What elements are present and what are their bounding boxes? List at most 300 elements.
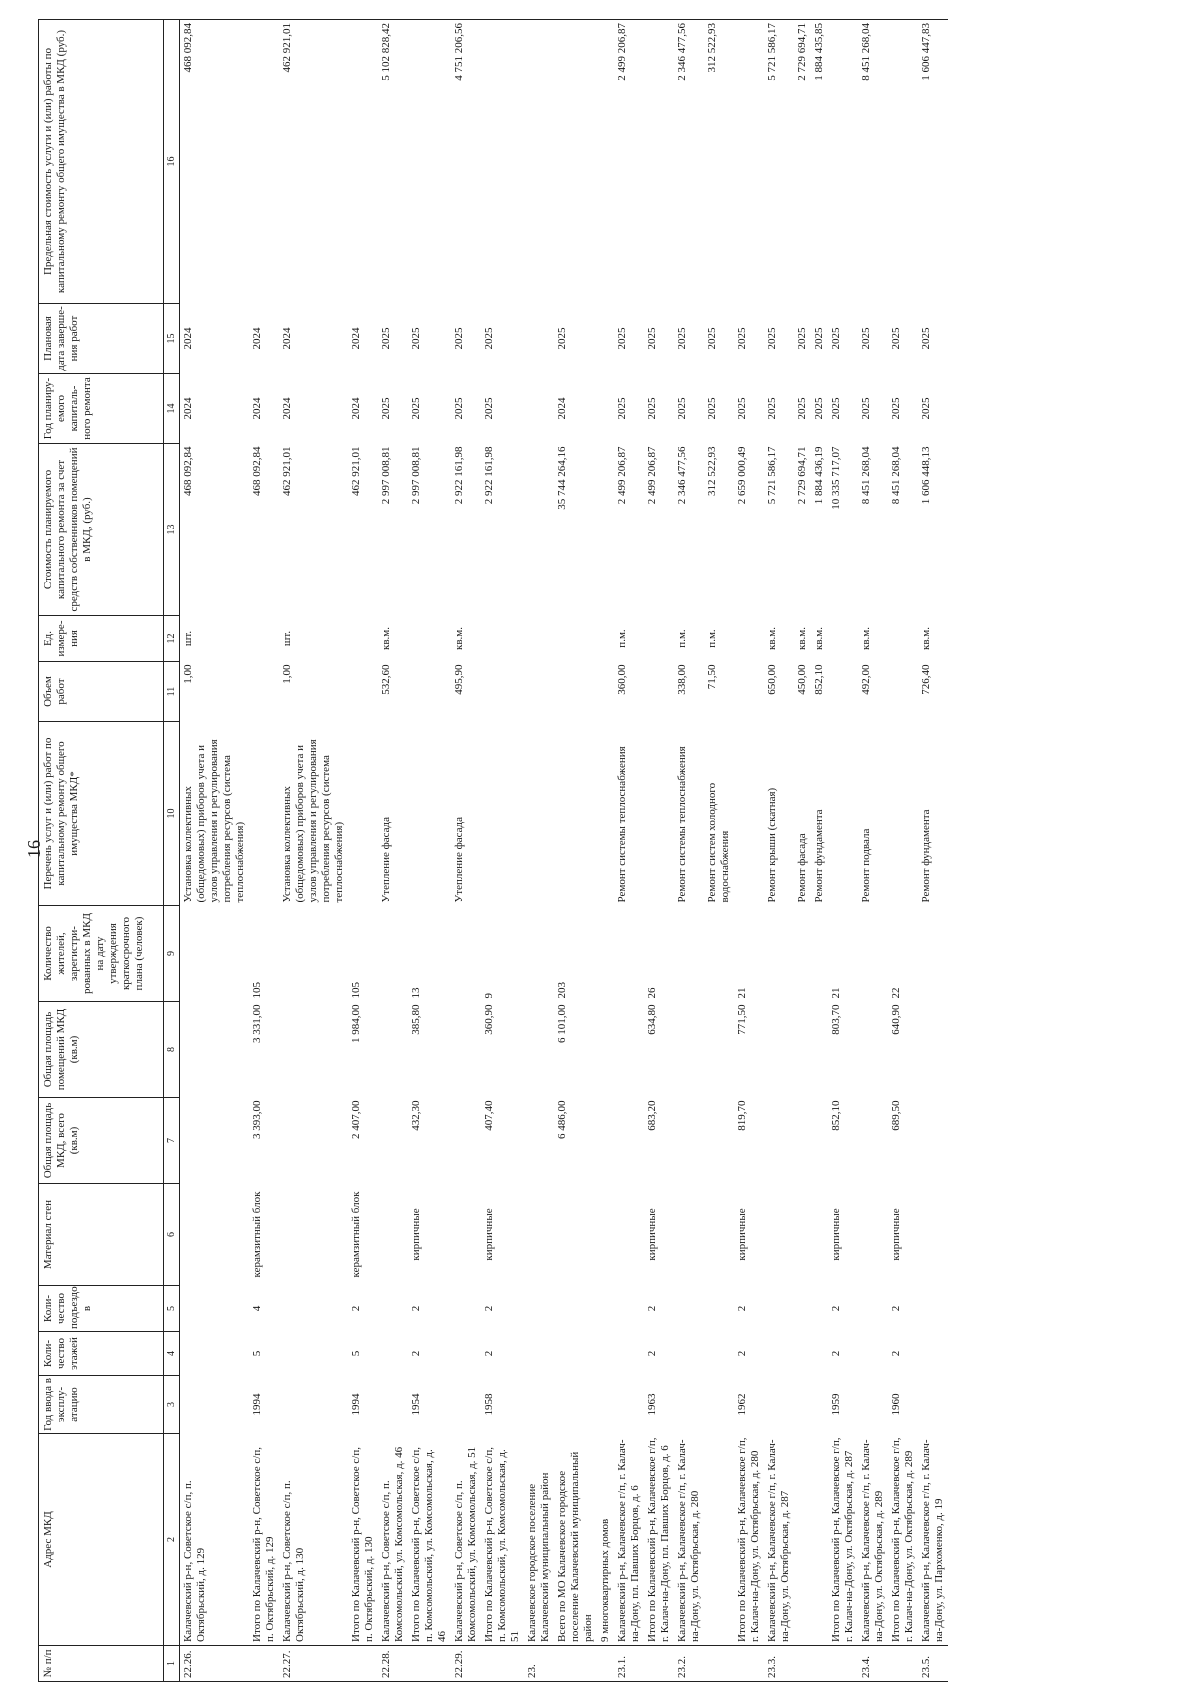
completion-date: 2025 <box>920 327 932 350</box>
table-row <box>888 20 918 1682</box>
total-area <box>614 1098 644 1184</box>
residents-count <box>858 906 888 1002</box>
column-header: № п/п <box>39 1646 164 1682</box>
total-area <box>811 1098 828 1184</box>
table-row <box>614 20 644 1682</box>
work-type <box>481 722 524 906</box>
work-volume <box>408 662 451 722</box>
work-volume <box>828 662 858 722</box>
floors-count <box>811 1332 828 1376</box>
address: Итого по Калачевский р-н, Советское с/п, п. Октябрьский, д. 129 <box>251 1447 276 1642</box>
residents-count <box>918 906 948 1002</box>
work-volume: 532,60 <box>380 664 392 695</box>
limit-cost <box>481 20 524 304</box>
limit-cost <box>734 20 764 304</box>
wall-material <box>554 1184 597 1286</box>
premises-area: 3 331,00 <box>251 1004 263 1043</box>
wall-material <box>704 1184 734 1286</box>
commission-year <box>554 1376 597 1434</box>
unit: кв.м. <box>796 627 808 650</box>
floors-count <box>794 1332 811 1376</box>
work-type: Ремонт фундамента <box>920 809 932 903</box>
limit-cost <box>828 20 858 304</box>
address <box>811 1434 828 1646</box>
wall-material <box>378 1184 408 1286</box>
floors-count: 2 <box>830 1350 842 1357</box>
residents-count: 9 <box>483 993 495 999</box>
planned-year: 2024 <box>251 397 263 420</box>
residents-count <box>597 906 614 1002</box>
planned-cost: 8 451 268,04 <box>890 446 902 505</box>
unit <box>828 616 858 662</box>
premises-area <box>378 1002 408 1098</box>
planned-cost: 2 922 161,98 <box>453 446 465 505</box>
floors-count <box>674 1332 704 1376</box>
row-number <box>597 1646 614 1682</box>
wall-material: кирпичные <box>830 1208 842 1261</box>
completion-date: 2024 <box>251 327 263 350</box>
planned-cost: 2 346 477,56 <box>676 446 688 505</box>
floors-count <box>451 1332 481 1376</box>
completion-date: 2025 <box>830 327 842 350</box>
commission-year <box>674 1376 704 1434</box>
work-type <box>597 722 614 906</box>
address <box>704 1434 734 1646</box>
row-number <box>408 1646 451 1682</box>
planned-year: 2025 <box>646 397 658 420</box>
commission-year: 1959 <box>830 1393 842 1416</box>
unit <box>408 616 451 662</box>
wall-material: кирпичные <box>410 1208 422 1261</box>
column-header: Ед. измере-ния <box>39 616 164 662</box>
residents-count: 105 <box>350 982 362 999</box>
table-row <box>348 20 378 1682</box>
total-area: 3 393,00 <box>251 1100 263 1139</box>
floors-count <box>918 1332 948 1376</box>
work-type <box>524 722 554 906</box>
work-volume <box>888 662 918 722</box>
table-header-row <box>39 20 164 1682</box>
column-number: 2 <box>164 1434 180 1646</box>
commission-year <box>597 1376 614 1434</box>
residents-count <box>811 906 828 1002</box>
unit: п.м. <box>616 629 628 648</box>
work-type: Ремонт фасада <box>796 833 808 903</box>
work-volume: 852,10 <box>813 664 825 695</box>
commission-year <box>279 1376 348 1434</box>
planned-year: 2025 <box>796 397 808 420</box>
column-header: Коли-чество этажей <box>39 1332 164 1376</box>
commission-year <box>764 1376 794 1434</box>
wall-material: кирпичные <box>890 1208 902 1261</box>
entrances-count <box>674 1286 704 1332</box>
completion-date: 2025 <box>676 327 688 350</box>
address: Итого по Калачевский р-н, Калачевское г/п, г. Калач-на-Дону, ул. Октябрьская, д. 289 <box>890 1437 915 1642</box>
planned-cost: 2 659 000,49 <box>736 446 748 505</box>
address <box>794 1434 811 1646</box>
wall-material: керамзитный блок <box>350 1191 362 1278</box>
planned-cost: 2 499 206,87 <box>646 446 658 505</box>
completion-date: 2025 <box>410 327 422 350</box>
commission-year <box>811 1376 828 1434</box>
residents-count: 105 <box>251 982 263 999</box>
premises-area <box>794 1002 811 1098</box>
unit: п.м. <box>676 629 688 648</box>
completion-date: 2025 <box>646 327 658 350</box>
planned-year: 2025 <box>616 397 628 420</box>
limit-cost: 2 729 694,71 <box>794 20 811 304</box>
entrances-count <box>451 1286 481 1332</box>
work-type: Утепление фасада <box>453 816 465 903</box>
entrances-count <box>794 1286 811 1332</box>
column-number: 6 <box>164 1184 180 1286</box>
limit-cost <box>888 20 918 304</box>
address: Всего по МО Калачевское городское поселение Калачевский муниципальный район <box>556 1451 594 1642</box>
column-number: 4 <box>164 1332 180 1376</box>
premises-area: 360,90 <box>483 1004 495 1035</box>
commission-year: 1960 <box>890 1393 902 1416</box>
work-volume: 1,00 <box>281 664 293 684</box>
total-area: 407,40 <box>483 1100 495 1131</box>
row-number <box>644 1646 674 1682</box>
commission-year <box>614 1376 644 1434</box>
unit <box>348 616 378 662</box>
premises-area <box>451 1002 481 1098</box>
work-type: Ремонт системы теплоснабжения <box>616 746 628 903</box>
address: Итого по Калачевский р-н, Советское с/п, п. Комсомольский, ул. Комсомольская, д. 51 <box>483 1447 521 1642</box>
wall-material: кирпичные <box>483 1208 495 1261</box>
table-row <box>704 20 734 1682</box>
row-number: 23.1. <box>614 1646 644 1682</box>
table-row <box>451 20 481 1682</box>
total-area <box>279 1098 348 1184</box>
work-type: Ремонт подвала <box>860 828 872 903</box>
work-type: Ремонт крыши (скатная) <box>766 787 778 903</box>
residents-count <box>794 906 811 1002</box>
entrances-count <box>524 1286 554 1332</box>
planned-cost: 468 092,84 <box>251 446 263 496</box>
address: Калачевский р-н, Советское с/п, п. Октябрьский, д. 129 <box>182 1480 207 1642</box>
unit <box>481 616 524 662</box>
premises-area <box>858 1002 888 1098</box>
commission-year: 1994 <box>251 1393 263 1416</box>
work-type <box>644 722 674 906</box>
total-area <box>524 1098 554 1184</box>
planned-cost: 468 092,84 <box>182 446 194 496</box>
entrances-count <box>378 1286 408 1332</box>
total-area <box>180 1098 250 1184</box>
table-row <box>597 20 614 1682</box>
planned-year: 2025 <box>813 397 825 420</box>
address: 9 многоквартирных домов <box>599 1518 611 1642</box>
capital-repair-plan-table <box>38 19 948 1682</box>
completion-date: 2025 <box>813 327 825 350</box>
premises-area: 640,90 <box>890 1004 902 1035</box>
unit <box>249 616 279 662</box>
work-type <box>348 722 378 906</box>
row-number <box>249 1646 279 1682</box>
work-volume: 726,40 <box>920 664 932 695</box>
work-volume: 71,50 <box>706 664 718 690</box>
row-number: 22.27. <box>279 1646 348 1682</box>
floors-count <box>378 1332 408 1376</box>
address: Калачевский р-н, Калачевское г/п, г. Калач-на-Дону, пл. Павших Борцов, д. 6 <box>616 1439 641 1642</box>
wall-material: керамзитный блок <box>251 1191 263 1278</box>
work-volume: 492,00 <box>860 664 872 695</box>
work-type: Ремонт системы теплоснабжения <box>676 746 688 903</box>
address: Итого по Калачевский р-н, Калачевское г/п, г. Калач-на-Дону, пл. Павших Борцов, д. 6 <box>646 1437 671 1642</box>
column-header: Плановая дата заверше-ния работ <box>39 304 164 374</box>
premises-area: 385,80 <box>410 1004 422 1035</box>
table-body <box>180 20 949 1682</box>
work-volume <box>481 662 524 722</box>
column-number: 11 <box>164 662 180 722</box>
completion-date: 2025 <box>860 327 872 350</box>
total-area: 6 486,00 <box>556 1100 568 1139</box>
planned-cost: 2 499 206,87 <box>616 446 628 505</box>
planned-cost: 5 721 586,17 <box>766 446 778 505</box>
entrances-count <box>279 1286 348 1332</box>
work-volume: 650,00 <box>766 664 778 695</box>
commission-year <box>858 1376 888 1434</box>
work-volume <box>644 662 674 722</box>
table-row <box>524 20 554 1682</box>
planned-year: 2025 <box>410 397 422 420</box>
address: Калачевский р-н, Калачевское г/п, г. Калач-на-Дону, ул. Октябрьская, д. 280 <box>676 1439 701 1642</box>
row-number: 22.28. <box>378 1646 408 1682</box>
planned-cost: 2 997 008,81 <box>380 446 392 505</box>
address: Калачевский р-н, Калачевское г/п, г. Калач-на-Дону, ул. Октябрьская, д. 287 <box>766 1439 791 1642</box>
limit-cost <box>249 20 279 304</box>
floors-count: 2 <box>410 1350 422 1357</box>
limit-cost: 1 606 447,83 <box>918 20 948 304</box>
premises-area <box>614 1002 644 1098</box>
completion-date: 2025 <box>796 327 808 350</box>
total-area <box>674 1098 704 1184</box>
row-number <box>888 1646 918 1682</box>
wall-material <box>918 1184 948 1286</box>
work-volume: 338,00 <box>676 664 688 695</box>
table-row <box>674 20 704 1682</box>
wall-material <box>811 1184 828 1286</box>
limit-cost: 2 346 477,56 <box>674 20 704 304</box>
unit: шт. <box>281 630 293 647</box>
completion-date <box>524 304 554 374</box>
planned-year: 2025 <box>736 397 748 420</box>
residents-count: 13 <box>410 987 422 999</box>
completion-date: 2024 <box>182 327 194 350</box>
column-number: 9 <box>164 906 180 1002</box>
table-row <box>408 20 451 1682</box>
unit: кв.м. <box>380 627 392 650</box>
column-number: 3 <box>164 1376 180 1434</box>
residents-count <box>674 906 704 1002</box>
premises-area: 803,70 <box>830 1004 842 1035</box>
total-area <box>794 1098 811 1184</box>
planned-cost: 312 522,93 <box>706 446 718 496</box>
row-number: 23.5. <box>918 1646 948 1682</box>
table-row <box>828 20 858 1682</box>
premises-area <box>524 1002 554 1098</box>
entrances-count <box>554 1286 597 1332</box>
premises-area: 771,50 <box>736 1004 748 1035</box>
work-type: Установка коллективных (общедомовых) приборов учета и узлов управления и регулирования потребления ресурсов (система теплоснабжения) <box>281 739 345 903</box>
address: Итого по Калачевский р-н, Советское с/п, п. Комсомольский, ул. Комсомольская, д. 46 <box>410 1447 448 1642</box>
planned-year: 2025 <box>483 397 495 420</box>
floors-count <box>597 1332 614 1376</box>
address: Итого по Калачевский р-н, Калачевское г/п, г. Калач-на-Дону, ул. Октябрьская, д. 280 <box>736 1437 761 1642</box>
floors-count <box>524 1332 554 1376</box>
table-row <box>279 20 348 1682</box>
row-number <box>794 1646 811 1682</box>
total-area <box>378 1098 408 1184</box>
premises-area <box>279 1002 348 1098</box>
address: Итого по Калачевский р-н, Калачевское г/п, г. Калач-на-Дону, ул. Октябрьская, д. 287 <box>830 1437 855 1642</box>
planned-year: 2025 <box>676 397 688 420</box>
table-row <box>249 20 279 1682</box>
commission-year: 1963 <box>646 1393 658 1416</box>
page-number: 16 <box>24 840 44 858</box>
limit-cost: 4 751 206,56 <box>451 20 481 304</box>
completion-date: 2025 <box>380 327 392 350</box>
entrances-count: 2 <box>410 1305 422 1312</box>
residents-count <box>180 906 250 1002</box>
entrances-count: 2 <box>646 1305 658 1312</box>
commission-year <box>180 1376 250 1434</box>
completion-date: 2025 <box>890 327 902 350</box>
table-row <box>858 20 888 1682</box>
column-header: Стоимость планируемого капитального ремонта за счет средств собственников помещений в МКД, (руб.) <box>39 444 164 616</box>
commission-year <box>794 1376 811 1434</box>
limit-cost: 8 451 268,04 <box>858 20 888 304</box>
residents-count: 21 <box>736 987 748 999</box>
row-number <box>348 1646 378 1682</box>
row-number: 23.3. <box>764 1646 794 1682</box>
work-volume <box>524 662 554 722</box>
column-number: 12 <box>164 616 180 662</box>
wall-material <box>614 1184 644 1286</box>
floors-count: 2 <box>736 1350 748 1357</box>
column-header: Количество жителей, зарегистри-рованных в МКД на дату утверждения краткосрочного плана (человек) <box>39 906 164 1002</box>
planned-year: 2024 <box>281 397 293 420</box>
table-row <box>378 20 408 1682</box>
wall-material <box>597 1184 614 1286</box>
limit-cost <box>524 20 554 304</box>
planned-year: 2025 <box>380 397 392 420</box>
work-type <box>828 722 858 906</box>
entrances-count <box>858 1286 888 1332</box>
planned-year: 2024 <box>350 397 362 420</box>
column-header: Коли-чество подъездо в <box>39 1286 164 1332</box>
entrances-count <box>614 1286 644 1332</box>
column-number: 1 <box>164 1646 180 1682</box>
commission-year <box>704 1376 734 1434</box>
address: Калачевское городское поселение Калачевский муниципальный район <box>526 1472 551 1642</box>
row-number <box>734 1646 764 1682</box>
planned-year <box>597 374 614 444</box>
row-number <box>828 1646 858 1682</box>
floors-count: 2 <box>646 1350 658 1357</box>
column-number: 10 <box>164 722 180 906</box>
wall-material <box>524 1184 554 1286</box>
residents-count <box>378 906 408 1002</box>
commission-year: 1994 <box>350 1393 362 1416</box>
limit-cost <box>597 20 614 304</box>
unit: кв.м. <box>766 627 778 650</box>
floors-count <box>279 1332 348 1376</box>
wall-material <box>794 1184 811 1286</box>
planned-year: 2025 <box>766 397 778 420</box>
address: Калачевский р-н, Калачевское г/п, г. Калач-на-Дону, ул. Октябрьская, д. 289 <box>860 1439 885 1642</box>
completion-date: 2024 <box>281 327 293 350</box>
limit-cost: 5 102 828,42 <box>378 20 408 304</box>
floors-count <box>764 1332 794 1376</box>
completion-date: 2025 <box>766 327 778 350</box>
column-header: Общая площадь помещений МКД (кв.м) <box>39 1002 164 1098</box>
table-row <box>481 20 524 1682</box>
planned-cost: 2 997 008,81 <box>410 446 422 505</box>
planned-cost <box>597 444 614 616</box>
column-number: 15 <box>164 304 180 374</box>
limit-cost: 312 522,93 <box>704 20 734 304</box>
entrances-count <box>811 1286 828 1332</box>
limit-cost: 5 721 586,17 <box>764 20 794 304</box>
total-area: 683,20 <box>646 1100 658 1131</box>
row-number: 22.29. <box>451 1646 481 1682</box>
table-row <box>734 20 764 1682</box>
planned-cost: 462 921,01 <box>350 446 362 496</box>
unit: кв.м. <box>453 627 465 650</box>
unit: кв.м. <box>813 627 825 650</box>
unit <box>734 616 764 662</box>
row-number: 23.2. <box>674 1646 704 1682</box>
total-area <box>704 1098 734 1184</box>
wall-material <box>451 1184 481 1286</box>
completion-date: 2025 <box>483 327 495 350</box>
wall-material: кирпичные <box>736 1208 748 1261</box>
column-header: Год ввода в эксплу-атацию <box>39 1376 164 1434</box>
address: Калачевский р-н, Советское с/п, п. Октябрьский, д. 130 <box>281 1480 306 1642</box>
floors-count: 2 <box>483 1350 495 1357</box>
total-area <box>597 1098 614 1184</box>
wall-material: кирпичные <box>646 1208 658 1261</box>
row-number <box>704 1646 734 1682</box>
completion-date: 2025 <box>453 327 465 350</box>
column-header: Перечень услуг и (или) работ по капитальному ремонту общего имущества МКД* <box>39 722 164 906</box>
floors-count: 5 <box>350 1350 362 1357</box>
total-area: 432,30 <box>410 1100 422 1131</box>
work-type <box>734 722 764 906</box>
limit-cost: 468 092,84 <box>180 20 250 304</box>
premises-area <box>674 1002 704 1098</box>
planned-year: 2025 <box>453 397 465 420</box>
unit: п.м. <box>706 629 718 648</box>
commission-year <box>918 1376 948 1434</box>
premises-area: 1 984,00 <box>350 1004 362 1043</box>
planned-cost: 2 729 694,71 <box>796 446 808 505</box>
work-volume <box>348 662 378 722</box>
address: Калачевский р-н, Советское с/п, п. Комсомольский, ул. Комсомольская, д. 51 <box>453 1446 478 1642</box>
work-volume <box>249 662 279 722</box>
wall-material <box>180 1184 250 1286</box>
work-type: Утепление фасада <box>380 816 392 903</box>
table-row <box>764 20 794 1682</box>
entrances-count <box>764 1286 794 1332</box>
address: Калачевский р-н, Советское с/п, п. Комсомольский, ул. Комсомольская, д. 46 <box>380 1446 405 1642</box>
floors-count <box>614 1332 644 1376</box>
planned-year: 2025 <box>706 397 718 420</box>
table-row <box>644 20 674 1682</box>
